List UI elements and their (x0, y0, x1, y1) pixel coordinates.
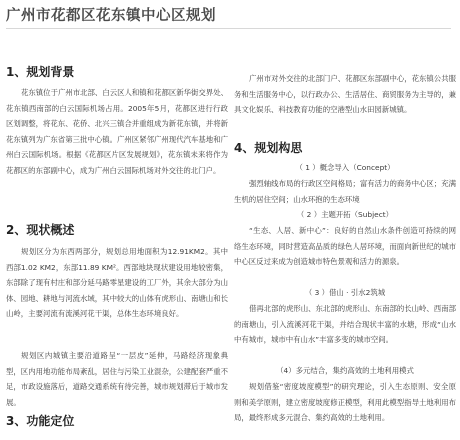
land-use-paragraph: 规划借鉴“密度坡度模型”的研究理论，引入生态原则、安全原则和美学原则，建立密度坡度修正模型，利用此模型指导土地利用布局，最终形成多元混合、集约高效的土地利用。 (234, 382, 456, 423)
section-heading-concept: 4、规划构思 (234, 141, 303, 155)
subheading-theme: （ 2 ）主题开拓（Subject） (296, 210, 394, 219)
subheading-concept-import: （ 1 ）概念导入（Concept） (295, 163, 395, 172)
theme-paragraph: “生态、人居、新中心”：良好的自然山水条件创造可持续的网络生态环境，同时营造高品质的绿色人居环境，而面向新世纪的城市中心区反过来成为创造城市特色景观和活力的源泉。 (234, 226, 456, 267)
status-paragraph-2: 规划区内城镇主要沿道路呈“一层皮”延伸，马路经济现象典型，区内用地功能布局紊乱，居住与污染工业混杂，公建配套严重不足，市政设施落后，道路交通系统有待完善，城市规划滞后于城市发展。 (6, 351, 228, 407)
status-paragraph-1: 规划区分为东西两部分，规划总用地面积为12.91KM2。其中西部1.02 KM2，东部11.89 KM²。西部地块现状建设用地较密集，东部除了现有村庄和部分延马路零星建设的工厂外，其余大部分为山体、园地、耕地与河流水域，其中较大的山体有虎形山、南塘山和长山岭，主要河流有流溪河花干渠，总体生态环境良好。 (6, 247, 228, 319)
concept-import-paragraph: 强烈轴线布局的行政区空间格局；富有活力的商务中心区；充满生机的居住空间；山水环抱的生态环境 (234, 179, 456, 204)
positioning-paragraph: 广州市对外交往的北部门户、花都区东部副中心，花东镇公共服务和生活服务中心，以行政办公、生活居住、商贸服务为主导的，兼具文化娱乐、科技教育功能的空港型山水田园新城镇。 (234, 74, 456, 115)
subheading-land-use: （4）多元结合，集约高效的土地利用模式 (276, 366, 414, 375)
mountain-water-paragraph: 借再北部的虎形山、东北部的虎形山、东南部的长山岭、西南部的南塘山，引入流溪河花干渠，并结合现状丰富的水塘，形成“山水中有城市，城市中有山水”丰富多变的城市空间。 (234, 304, 456, 345)
page-title: 广州市花都区花东镇中心区规划 (6, 8, 216, 24)
subheading-mountain-water: （ 3 ）借山 · 引水2筑城 (304, 288, 386, 297)
background-paragraph: 花东镇位于广州市北部、白云区人和镇和花都区新华街交界处、花东镇西南部的白云国际机场占用。2005年5月，花都区进行行政区划调整，将花东、花侨、北兴三镇合并重组成为新花东镇，并将新花东镇列为广东省第三批中心镇。广州区紧邻广州现代汽车基地和广州白云国际机场。根据《花都区片区发展规划》，花东镇未来将作为花都区的东部副中心，成为广州白云国际机场对外交往的北门户。 (6, 88, 228, 175)
section-heading-status: 2、现状概述 (6, 223, 75, 237)
section-heading-background: 1、规划背景 (6, 65, 75, 79)
title-divider (6, 28, 451, 29)
section-heading-positioning: 3、功能定位 (6, 414, 75, 428)
